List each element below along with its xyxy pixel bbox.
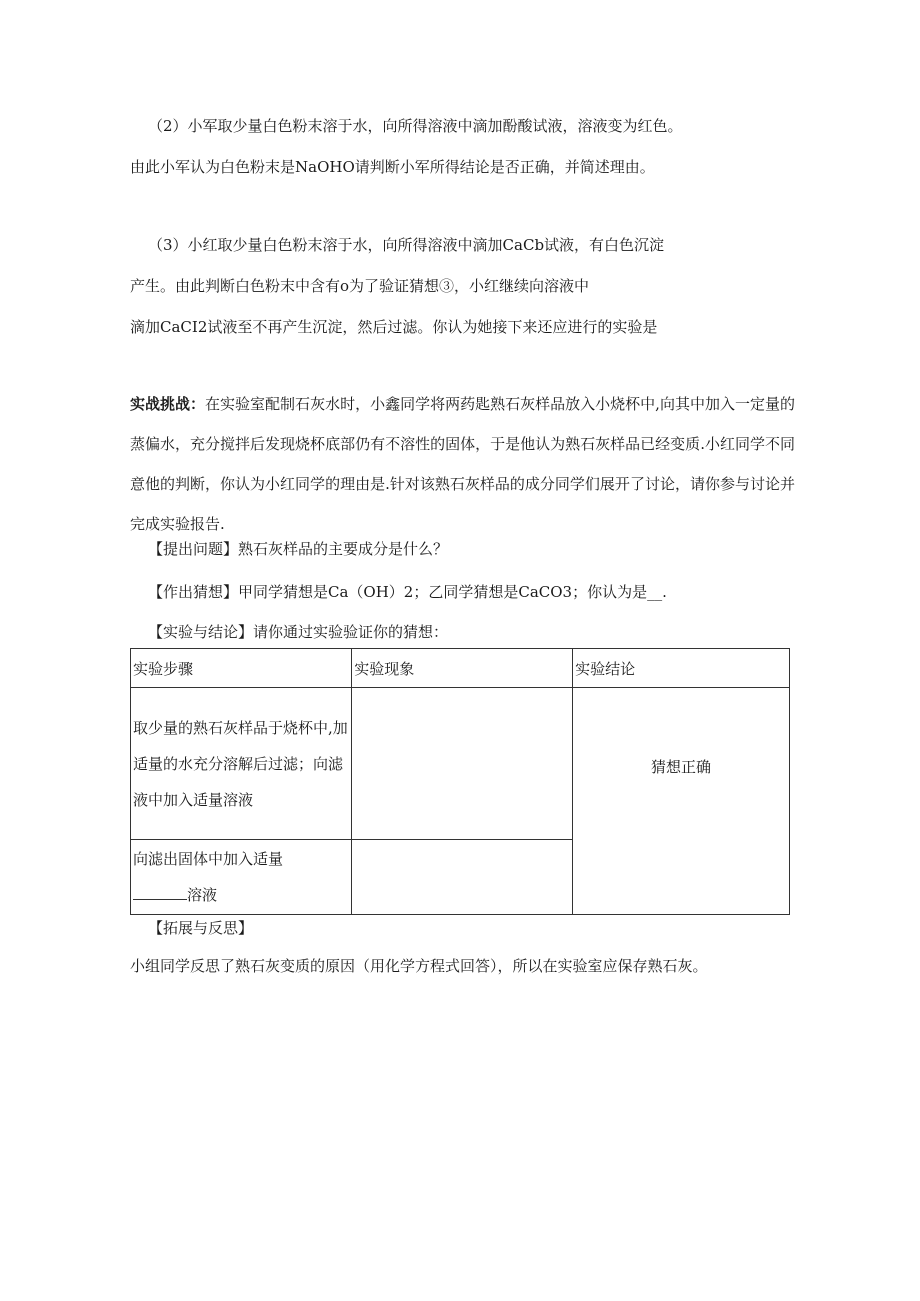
experiment-intro: 【实验与结论】请你通过实验验证你的猜想：	[148, 623, 449, 641]
challenge-paragraph	[130, 384, 795, 544]
question-line: 【提出问题】熟石灰样品的主要成分是什么？	[148, 540, 449, 558]
part3-line2: 产生。由此判断白色粉末中含有o为了验证猜想③，小红继续向溶液中	[130, 277, 590, 295]
challenge-label: 实战挑战：	[130, 395, 206, 413]
fill-blank[interactable]	[133, 899, 187, 900]
step2-cell	[131, 840, 352, 915]
step1-cell	[131, 688, 352, 840]
part2-line1: （2）小军取少量白色粉末溶于水，向所得溶液中滴加酚酸试液，溶液变为红色。	[148, 117, 683, 135]
header-phenomena: 实验现象	[352, 649, 573, 688]
phenomenon1-cell[interactable]	[352, 688, 573, 840]
reflection-line: 小组同学反思了熟石灰变质的原因（用化学方程式回答），所以在实验室应保存熟石灰。	[130, 957, 708, 975]
table-row	[131, 688, 790, 840]
hypothesis-line: 【作出猜想】甲同学猜想是Ca（OH）2；乙同学猜想是CaCO3；你认为是__.	[148, 583, 667, 601]
conclusion-cell: 猜想正确	[573, 688, 790, 915]
extension-heading: 【拓展与反思】	[148, 919, 254, 937]
phenomenon2-cell[interactable]	[352, 840, 573, 915]
step2-text	[133, 841, 349, 913]
header-conclusion: 实验结论	[573, 649, 790, 688]
step1-text: 取少量的熟石灰样品于烧杯中,加适量的水充分溶解后过滤；向滤液中加入适量溶液	[133, 718, 348, 809]
part3-line1: （3）小红取少量白色粉末溶于水，向所得溶液中滴加CaCb试液，有白色沉淀	[148, 236, 665, 254]
part2-line2: 由此小军认为白色粉末是NaOHO请判断小军所得结论是否正确，并简述理由。	[130, 158, 655, 176]
challenge-text: 在实验室配制石灰水时，小鑫同学将两药匙熟石灰样品放入小烧杯中,向其中加入一定量的蒸偏水，充分搅拌后发现烧杯底部仍有不溶性的固体，于是他认为熟石灰样品已经变质.小红同学不同意他的判断，你认为小红同学的理由是.针对该熟石灰样品的成分同学们展开了讨论，请你参与讨论并完成实验报告.	[130, 395, 795, 533]
experiment-report-table	[130, 648, 790, 915]
step2-text-a: 向滤出固体中加入适量	[133, 850, 284, 868]
step2-text-b: 溶液	[187, 886, 218, 904]
part3-line3: 滴加CaCI2试液至不再产生沉淀，然后过滤。你认为她接下来还应进行的实验是	[130, 318, 658, 336]
table-header-row	[131, 649, 790, 688]
header-steps: 实验步骤	[131, 649, 352, 688]
